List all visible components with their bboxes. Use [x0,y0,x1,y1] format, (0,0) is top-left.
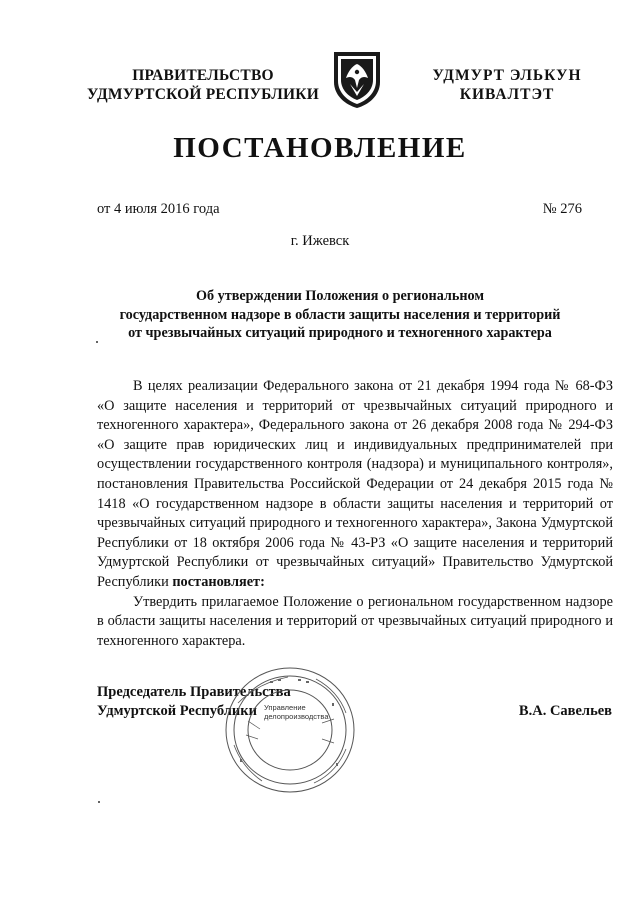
body-paragraph-1-text: В целях реализации Федерального закона от 21 декабря 1994 года № 68-ФЗ «О защите населения и территорий от чрезвычайных ситуаций природного и техногенного характера», Федерального закона от 26 декабря 2008 года № 294-ФЗ «О защите прав юридических лиц и индивидуальных предпринимателей при осуществлении государственного контроля (надзора) и муниципального контроля», постановления Правительства Российской Федерации от 24 декабря 2015 года № 1418 «О государственном надзоре в области защиты населения и территорий от чрезвычайных ситуаций природного и техногенного характера», Закона Удмуртской Республики от 18 октября 2006 года № 43-РЗ «О защите населения и территорий Удмуртской Республики от чрезвычайных ситуаций» Правительство Удмуртской Республики [97,378,613,590]
stamp-line2: делопроизводства [264,712,329,721]
signature-name: В.А. Савельев [518,703,612,719]
signature-title-line1: Председатель Правительства [97,684,291,700]
stamp-label [264,703,334,721]
body-paragraph-1 [97,377,613,593]
signature-title-line2: Удмуртской Республики [97,703,257,719]
subject-line3: от чрезвычайных ситуаций природного и техногенного характера [128,325,552,341]
subject-line1: Об утверждении Положения о региональном [195,288,485,304]
subject-line2: государственном надзоре в области защиты населения и территорий [119,306,561,323]
header-left-line2: УДМУРТСКОЙ РЕСПУБЛИКИ [87,86,319,103]
document-subject [80,287,600,343]
header-right-line1: УДМУРТ ЭЛЬКУН [432,67,582,84]
header-right-line2: КИВАЛТЭТ [459,86,555,103]
coat-of-arms-icon [330,48,384,110]
office-stamp-icon [218,663,358,797]
body-paragraph-1-bold: постановляет: [172,573,265,590]
document-body [97,377,613,651]
stamp-line1: Управление [264,703,306,712]
body-paragraph-2: Утвердить прилагаемое Положение о региональном государственном надзоре в области защиты населения и территорий от чрезвычайных ситуаций природного и техногенного характера. [97,593,613,649]
document-date: от 4 июля 2016 года [97,201,220,217]
document-number: № 276 [542,201,582,217]
scan-speck [96,341,98,343]
document-city: г. Ижевск [290,233,350,249]
header-right-block [412,66,602,104]
document-title: ПОСТАНОВЛЕНИЕ [173,132,467,164]
header-left-block [78,66,328,104]
header-left-line1: ПРАВИТЕЛЬСТВО [132,67,274,84]
scan-speck [98,801,100,803]
